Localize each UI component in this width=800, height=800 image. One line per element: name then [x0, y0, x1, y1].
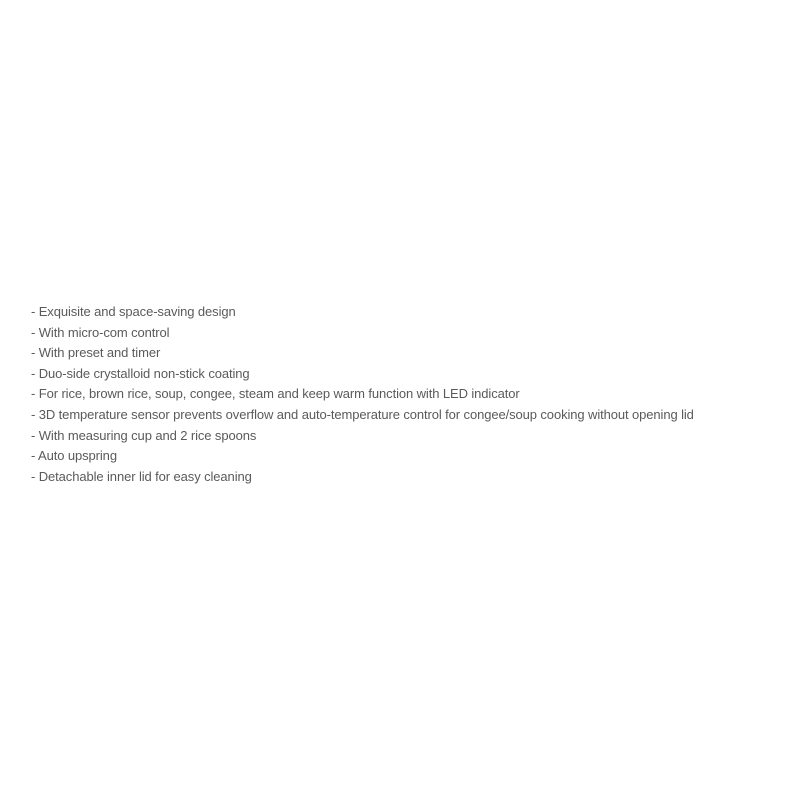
feature-item-micro-com-control: - With micro-com control [31, 324, 170, 340]
feature-item-accessories: - With measuring cup and 2 rice spoons [31, 427, 257, 443]
feature-item-cooking-functions: - For rice, brown rice, soup, congee, steam and keep warm function with LED indicator [31, 386, 520, 402]
feature-item-detachable-lid: - Detachable inner lid for easy cleaning [31, 468, 252, 484]
feature-item-design: - Exquisite and space-saving design [31, 304, 236, 319]
feature-item-temperature-sensor: - 3D temperature sensor prevents overflow and auto-temperature control for congee/soup cooking without opening lid [31, 406, 694, 422]
feature-list [31, 302, 791, 487]
feature-item-non-stick-coating: - Duo-side crystalloid non-stick coating [31, 365, 250, 381]
feature-item-auto-upspring: - Auto upspring [31, 448, 117, 464]
feature-item-preset-timer: - With preset and timer [31, 345, 161, 361]
